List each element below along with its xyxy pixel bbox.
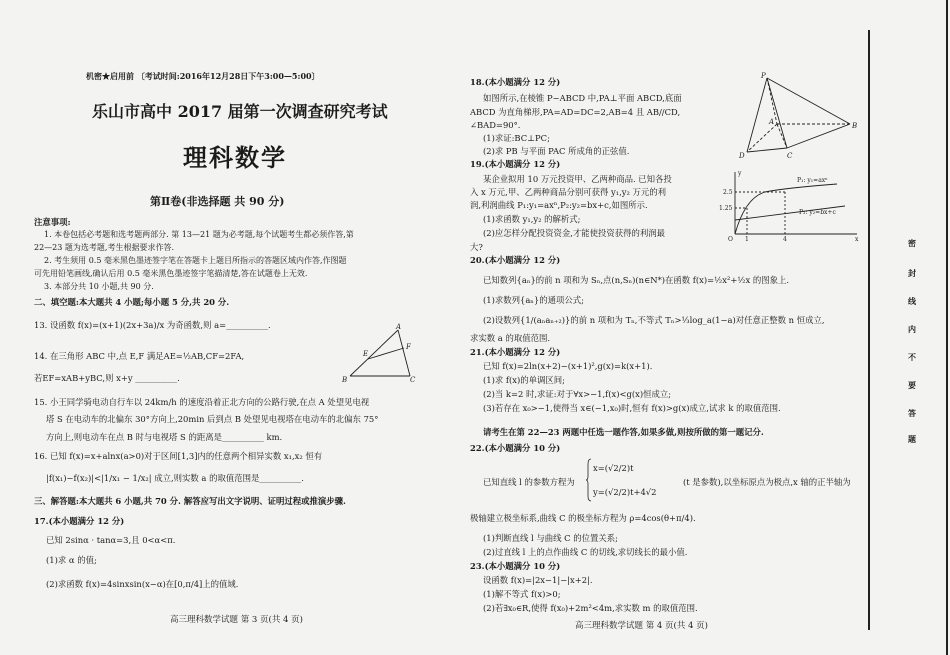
question-20-line: 求实数 a 的取值范围. [470, 333, 550, 343]
question-23: 23.(本小题满分 10 分) [470, 561, 561, 571]
pyramid-label-a: A [769, 118, 775, 126]
seal-char: 线 [908, 296, 916, 306]
binding-line [868, 30, 870, 630]
y-axis-label: y [738, 170, 742, 177]
seal-char: 封 [908, 268, 916, 278]
question-21-part3: (3)若存在 x₀>−1,使得当 x∈(−1,x₀)时,恒有 f(x)>g(x)成立,试求 k 的取值范围. [483, 403, 781, 413]
seal-line-text [908, 0, 918, 655]
school-title: 乐山市高中 2017 届第一次调查研究考试 [92, 102, 388, 121]
seal-char: 题 [908, 434, 916, 444]
note-line: 3. 本部分共 10 小题,共 90 分. [44, 282, 154, 291]
question-18-line: 如图所示,在棱锥 P−ABCD 中,PA⊥平面 ABCD,底面 [483, 93, 682, 103]
seal-char: 要 [908, 380, 916, 390]
question-18-part1: (1)求证:BC⊥PC; [483, 133, 550, 143]
question-15: 15. 小王同学骑电动自行车以 24km/h 的速度沿着正北方向的公路行驶,在点 A 处望见电视 [34, 397, 370, 407]
volume-title: 第Ⅱ卷(非选择题 共 90 分) [150, 195, 285, 208]
question-21-part1: (1)求 f(x)的单调区间; [483, 375, 565, 385]
tick-label: 1 [745, 236, 749, 242]
triangle-label-a: A [396, 323, 402, 331]
question-14-line: 若EF=xAB+yBC,则 x+y __________. [34, 373, 180, 383]
question-22: 22.(本小题满分 10 分) [470, 443, 561, 453]
exam-header: 机密★启用前 〔考试时间:2016年12月28日下午3:00—5:00〕 [86, 71, 320, 81]
curve-p1-label: P₁: y₁=axⁿ [797, 177, 828, 184]
question-18-line: ABCD 为直角梯形,PA=AD=DC=2,AB=4 且 AB//CD, [470, 107, 681, 117]
seal-char: 不 [908, 352, 916, 362]
right-page [455, 0, 859, 655]
question-14: 14. 在三角形 ABC 中,点 E,F 满足AE=½AB,CF=2FA, [34, 351, 245, 361]
question-22-line: 极轴建立极坐标系,曲线 C 的极坐标方程为 ρ=4cos(θ+π/4). [470, 513, 696, 523]
pyramid-figure [735, 72, 865, 164]
section-fill-in: 二、填空题:本大题共 4 小题;每小题 5 分,共 20 分. [34, 297, 230, 307]
brace-icon [586, 458, 592, 502]
triangle-label-f: F [406, 343, 411, 351]
profit-curves-figure [705, 168, 863, 242]
question-23-stem: 设函数 f(x)=|2x−1|−|x+2|. [483, 575, 593, 585]
question-21-part2: (2)当 k=2 时,求证:对于∀x>−1,f(x)<g(x)恒成立; [483, 389, 672, 399]
question-15-line: 塔 S 在电动车的北偏东 30°方向上,20min 后到点 B 处望见电视塔在电动车的北偏东 75° [46, 414, 379, 424]
question-18-part2: (2)求 PB 与平面 PAC 所成角的正弦值. [483, 146, 630, 156]
pyramid-label-p: P [761, 72, 766, 80]
left-page [0, 0, 455, 655]
triangle-label-e: E [363, 350, 369, 358]
question-16-line: |f(x₁)−f(x₂)|<|1/x₁ − 1/x₂| 成立,则实数 a 的取值范围是__________. [46, 473, 304, 483]
question-19: 19.(本小题满分 12 分) [470, 159, 561, 169]
pyramid-label-b: B [852, 122, 858, 130]
note-line: 2. 考生须用 0.5 毫米黑色墨迹签字笔在答题卡上题目所指示的答题区域内作答,作图题 [44, 256, 347, 265]
page-footer: 高三理科数学试题 第 4 页(共 4 页) [575, 621, 708, 631]
question-22-stem: 已知直线 l 的参数方程为 [483, 477, 575, 487]
question-17-part1: (1)求 α 的值; [46, 555, 97, 565]
question-13: 13. 设函数 f(x)=(x+1)(2x+3a)/x 为奇函数,则 a=__________. [34, 320, 271, 330]
question-20-stem: 已知数列{aₙ}的前 n 项和为 Sₙ,点(n,Sₙ)(n∈N*)在函数 f(x)=½x²+½x 的图象上. [483, 275, 790, 285]
origin-label: O [728, 236, 733, 242]
tick-label: 4 [783, 236, 787, 242]
question-17-stem: 已知 2sinα · tanα=3,且 0<α<π. [46, 535, 176, 545]
question-16: 16. 已知 f(x)=x+alnx(a>0)对于区间[1,3]内的任意两个相异实数 x₁,x₂ 恒有 [34, 451, 323, 461]
notes-title: 注意事项: [34, 217, 71, 227]
page-footer: 高三理科数学试题 第 3 页(共 4 页) [170, 615, 303, 625]
elective-instruction: 请考生在第 22—23 两题中任选一题作答,如果多做,则按所做的第一题记分. [483, 427, 764, 437]
question-22-part1: (1)判断直线 l 与曲线 C 的位置关系; [483, 533, 618, 543]
question-23-part1: (1)解不等式 f(x)>0; [483, 589, 561, 599]
question-18: 18.(本小题满分 12 分) [470, 77, 561, 87]
triangle-figure [340, 322, 425, 386]
section-solutions: 三、解答题:本大题共 6 小题,共 70 分. 解答应写出文字说明、证明过程或推演步骤. [34, 496, 346, 506]
question-15-line: 方向上,则电动车在点 B 时与电视塔 S 的距离是__________ km. [46, 432, 283, 442]
question-22-part2: (2)过直线 l 上的点作曲线 C 的切线,求切线长的最小值. [483, 547, 688, 557]
seal-char: 内 [908, 324, 916, 334]
question-22-line: (t 是参数),以坐标原点为极点,x 轴的正半轴为 [683, 477, 851, 487]
subject-title: 理科数学 [183, 143, 287, 172]
question-19-line: 某企业拟用 10 万元投资甲、乙两种商品. 已知各投 [483, 174, 672, 184]
question-21: 21.(本小题满分 12 分) [470, 347, 561, 357]
tick-label: 2.5 [723, 189, 733, 196]
question-19-line: 入 x 万元,甲、乙两种商品分别可获得 y₁,y₂ 万元的利 [470, 187, 666, 197]
question-18-line: ∠BAD=90°. [470, 120, 521, 130]
question-20: 20.(本小题满分 12 分) [470, 255, 561, 265]
question-22-x-equation: x=(√2/2)t [593, 463, 634, 473]
x-axis-label: x [855, 236, 859, 242]
pyramid-label-d: D [739, 152, 745, 160]
question-22-y-equation: y=(√2/2)t+4√2 [593, 487, 657, 497]
tick-label: 1.25 [719, 205, 733, 212]
question-17-part2: (2)求函数 f(x)=4sinxsin(x−α)在[0,π/4]上的值域. [46, 579, 239, 589]
right-edge-line [946, 0, 948, 655]
question-23-part2: (2)若∃x₀∈R,使得 f(x₀)+2m²<4m,求实数 m 的取值范围. [483, 603, 698, 613]
triangle-label-c: C [410, 376, 416, 384]
seal-char: 答 [908, 408, 916, 418]
question-19-part2: (2)应怎样分配投资资金,才能使投资获得的利润最 [483, 228, 666, 238]
question-20-part1: (1)求数列{aₙ}的通项公式; [483, 295, 584, 305]
note-line: 1. 本卷包括必考题和选考题两部分. 第 13—21 题为必考题,每个试题考生都必须作答,第 [44, 230, 354, 239]
triangle-label-b: B [342, 376, 348, 384]
question-19-part1: (1)求函数 y₁,y₂ 的解析式; [483, 214, 581, 224]
question-17: 17.(本小题满分 12 分) [34, 516, 125, 526]
pyramid-label-c: C [787, 152, 793, 160]
curve-p2-label: P₂: y₂=bx+c [799, 209, 836, 216]
question-19-line: 大? [470, 242, 483, 252]
question-19-line: 润,利润曲线 P₁:y₁=axⁿ,P₂:y₂=bx+c,如图所示. [470, 200, 648, 210]
seal-char: 密 [908, 238, 916, 248]
question-20-part2: (2)设数列{1/(aₙaₙ₊₂)}的前 n 项和为 Tₙ,不等式 Tₙ>⅓log_a(1−a)对任意正整数 n 恒成立, [483, 315, 825, 325]
question-21-stem: 已知 f(x)=2ln(x+2)−(x+1)²,g(x)=k(x+1). [483, 361, 653, 371]
note-line: 22—23 题为选考题,考生根据要求作答. [34, 243, 174, 252]
note-line: 可先用铅笔画线,确认后用 0.5 毫米黑色墨迹签字笔描清楚,答在试题卷上无效. [34, 269, 308, 278]
